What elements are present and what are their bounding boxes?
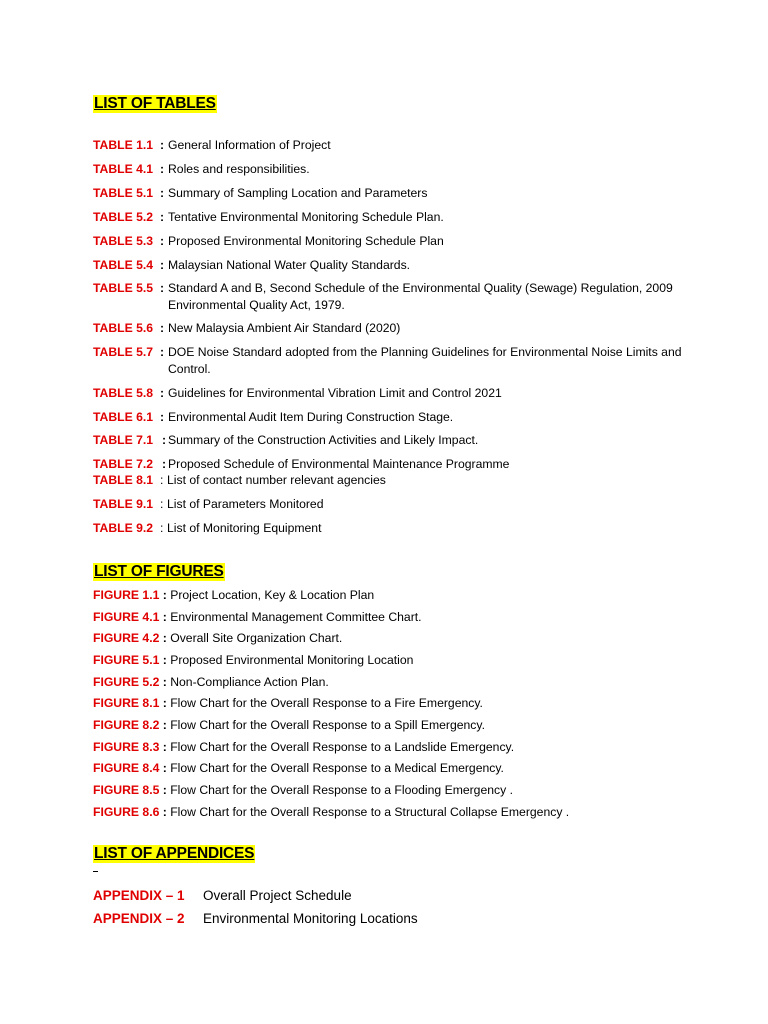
table-colon: : (160, 386, 165, 400)
figure-entry-4-2 (93, 630, 342, 647)
figure-colon: : (162, 675, 167, 689)
table-label: TABLE 5.1 (93, 186, 154, 200)
table-colon: : (162, 433, 167, 447)
table-colon: : (160, 186, 165, 200)
table-label: TABLE 1.1 (93, 138, 154, 152)
table-description-continued: Environmental Quality Act, 1979. (168, 297, 345, 312)
figure-label: FIGURE 5.2 (93, 675, 160, 689)
table-description: Proposed Environmental Monitoring Schedule Plan (168, 234, 444, 248)
figure-colon: : (162, 740, 167, 754)
table-label: TABLE 5.3 (93, 234, 154, 248)
list-of-figures-heading: LIST OF FIGURES (94, 563, 224, 580)
list-of-tables-heading: LIST OF TABLES (94, 95, 216, 112)
table-description: Proposed Schedule of Environmental Maintenance Programme (168, 457, 510, 471)
table-label: TABLE 4.1 (93, 162, 154, 176)
figure-colon: : (162, 805, 167, 819)
figure-description: Flow Chart for the Overall Response to a Fire Emergency. (170, 696, 483, 710)
table-colon: : (160, 234, 165, 248)
table-description: Summary of Sampling Location and Parameters (168, 186, 428, 200)
figure-description: Flow Chart for the Overall Response to a Flooding Emergency . (170, 783, 513, 797)
appendix-label: APPENDIX – 1 (93, 888, 185, 903)
table-label: TABLE 5.6 (93, 321, 154, 335)
figure-description: Environmental Management Committee Chart. (170, 610, 422, 624)
figure-entry-8-4 (93, 760, 504, 777)
table-description: New Malaysia Ambient Air Standard (2020) (168, 321, 401, 335)
figure-entry-8-1 (93, 695, 483, 712)
appendix-label: APPENDIX – 2 (93, 911, 185, 926)
table-description: Standard A and B, Second Schedule of the Environmental Quality (Sewage) Regulation, 2009 (168, 281, 673, 295)
table-colon: : (160, 321, 165, 335)
table-colon: : (162, 457, 167, 471)
figure-colon: : (162, 631, 167, 645)
table-description: Summary of the Construction Activities and Likely Impact. (168, 433, 479, 447)
figure-description: Flow Chart for the Overall Response to a Spill Emergency. (170, 718, 485, 732)
figure-colon: : (162, 588, 167, 602)
table-label: TABLE 5.7 (93, 345, 154, 359)
table-label: TABLE 7.1 (93, 433, 154, 447)
table-colon: : (160, 521, 164, 535)
figure-label: FIGURE 4.1 (93, 610, 160, 624)
figure-label: FIGURE 8.6 (93, 805, 160, 819)
figure-description: Non-Compliance Action Plan. (170, 675, 329, 689)
table-colon: : (160, 258, 165, 272)
figure-description: Flow Chart for the Overall Response to a Structural Collapse Emergency . (170, 805, 570, 819)
table-label: TABLE 5.5 (93, 281, 154, 295)
figure-colon: : (162, 718, 167, 732)
figure-label: FIGURE 8.2 (93, 718, 160, 732)
figure-label: FIGURE 8.4 (93, 761, 160, 775)
figure-entry-8-2 (93, 717, 485, 734)
table-description: Malaysian National Water Quality Standards. (168, 258, 411, 272)
figure-entry-4-1 (93, 609, 422, 626)
table-label: TABLE 5.2 (93, 210, 154, 224)
figure-colon: : (162, 653, 167, 667)
figure-entry-1-1 (93, 587, 374, 604)
table-label: TABLE 6.1 (93, 410, 154, 424)
appendix-description: Overall Project Schedule (203, 888, 352, 903)
table-description: List of Monitoring Equipment (167, 521, 322, 535)
list-of-appendices-heading: LIST OF APPENDICES (94, 845, 255, 862)
figure-colon: : (162, 761, 167, 775)
figure-colon: : (162, 696, 167, 710)
figure-entry-8-6 (93, 804, 569, 821)
table-colon: : (160, 497, 164, 511)
table-description: List of contact number relevant agencies (167, 473, 386, 487)
figure-entry-5-1 (93, 652, 413, 669)
table-label: TABLE 5.8 (93, 386, 154, 400)
table-colon: : (160, 138, 165, 152)
figure-description: Project Location, Key & Location Plan (170, 588, 375, 602)
table-description: Environmental Audit Item During Construction Stage. (168, 410, 454, 424)
table-colon: : (160, 473, 164, 487)
figure-colon: : (162, 783, 167, 797)
table-description: Guidelines for Environmental Vibration Limit and Control 2021 (168, 386, 502, 400)
figure-entry-8-3 (93, 739, 514, 756)
table-label: TABLE 9.1 (93, 497, 154, 511)
table-label: TABLE 9.2 (93, 521, 154, 535)
figure-description: Flow Chart for the Overall Response to a Medical Emergency. (170, 761, 504, 775)
appendix-description: Environmental Monitoring Locations (203, 911, 418, 926)
table-colon: : (160, 281, 165, 295)
figure-label: FIGURE 5.1 (93, 653, 160, 667)
figure-description: Flow Chart for the Overall Response to a Landslide Emergency. (170, 740, 515, 754)
table-label: TABLE 5.4 (93, 258, 154, 272)
figure-label: FIGURE 8.5 (93, 783, 160, 797)
figure-entry-5-2 (93, 674, 329, 691)
figure-entry-8-5 (93, 782, 513, 799)
table-colon: : (160, 210, 165, 224)
table-description: Roles and responsibilities. (168, 162, 310, 176)
table-description: General Information of Project (168, 138, 331, 152)
figure-description: Proposed Environmental Monitoring Location (170, 653, 414, 667)
table-description-continued: Control. (168, 361, 211, 376)
table-colon: : (160, 162, 165, 176)
figure-colon: : (162, 610, 167, 624)
table-colon: : (160, 410, 165, 424)
table-label: TABLE 8.1 (93, 473, 154, 487)
figure-description: Overall Site Organization Chart. (170, 631, 343, 645)
stray-dash-mark (93, 871, 98, 872)
table-description: Tentative Environmental Monitoring Schedule Plan. (168, 210, 444, 224)
table-label: TABLE 7.2 (93, 457, 154, 471)
table-description: List of Parameters Monitored (167, 497, 324, 511)
figure-label: FIGURE 4.2 (93, 631, 160, 645)
figure-label: FIGURE 8.1 (93, 696, 160, 710)
table-colon: : (160, 345, 165, 359)
figure-label: FIGURE 1.1 (93, 588, 160, 602)
table-description: DOE Noise Standard adopted from the Planning Guidelines for Environmental Noise Limits and (168, 345, 682, 359)
figure-label: FIGURE 8.3 (93, 740, 160, 754)
